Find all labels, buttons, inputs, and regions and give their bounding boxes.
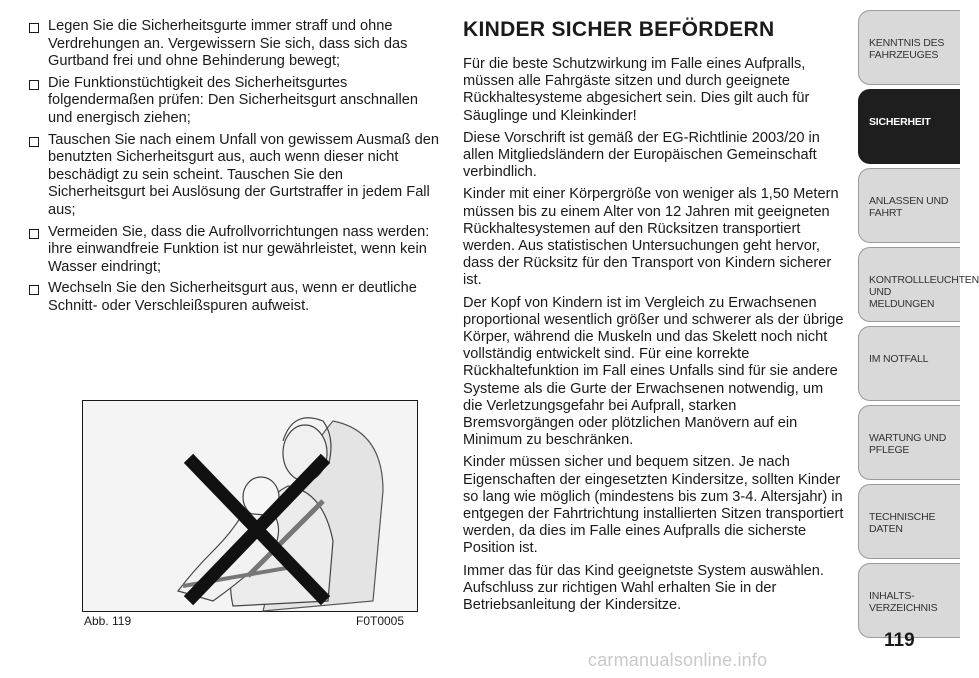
- tab-im-notfall[interactable]: IM NOTFALL: [858, 326, 960, 401]
- tab-inhaltsverzeichnis[interactable]: INHALTS- VERZEICHNIS: [858, 563, 960, 638]
- list-item: [28, 224, 440, 277]
- paragraph: Diese Vorschrift ist gemäß der EG-Richtlinie 2003/20 in allen Mitgliedsländern der Europäischen Gemeinschaft verbindlich.: [463, 129, 820, 181]
- tab-technische-daten[interactable]: TECHNISCHE DATEN: [858, 484, 960, 559]
- tab-kenntnis-des-fahrzeuges[interactable]: KENNTNIS DES FAHRZEUGES: [858, 10, 960, 85]
- list-item-text: Legen Sie die Sicherheitsgurte immer straff und ohne Verdrehungen an. Vergewissern Sie sich, dass sich das Gurtband frei und ohne Behinderung bewegt;: [48, 18, 408, 70]
- paragraph: Für die beste Schutzwirkung im Falle eines Aufpralls, müssen alle Fahrgäste sitzen und durch geeignete Rückhaltesysteme abgesichert sein. Dies gilt auch für Säuglinge und Kleinkinder!: [463, 56, 810, 124]
- figure-code: F0T0005: [356, 614, 405, 628]
- tab-wartung-und-pflege[interactable]: WARTUNG UND PFLEGE: [858, 405, 960, 480]
- list-item-text: Wechseln Sie den Sicherheitsgurt aus, wenn er deutliche Schnitt- oder Verschleißspuren aufweist.: [48, 280, 417, 314]
- list-item-text: Die Funktionstüchtigkeit des Sicherheitsgurtes folgendermaßen prüfen: Den Sicherheitsgurt anschnallen und energisch ziehen;: [48, 74, 418, 126]
- page-number: 119: [884, 630, 915, 651]
- paragraph: Immer das für das Kind geeignetste System auswählen. Aufschluss zur richtigen Wahl erhalten Sie in der Betriebsanleitung der Kindersitze.: [463, 562, 824, 614]
- paragraph: Der Kopf von Kindern ist im Vergleich zu Erwachsenen proportional wesentlich größer und schwerer als der übrige Körper, während die Muskeln und das Skelett noch nicht vollständig entwickelt sind. Für eine korrekte Rückhaltefunktion im Fall eines Unfalls sind für sie andere Systeme als die Gurte der Erwachsenen notwendig, um die Verletzungsgefahr bei Aufprall, starken Bremsvorgängen oder plötzlichen Manövern auf ein Minimum zu beschränken.: [463, 294, 844, 449]
- checkbox-bullet-icon: [29, 137, 39, 147]
- paragraph: Kinder mit einer Körpergröße von weniger als 1,50 Metern müssen bis zu einem Alter von 12 Jahren mit geeigneten Rückhaltesystemen auf den Rücksitzen transportiert werden. Aus statistischen Untersuchungen geht hervor, dass der Rücksitz für den Transport von Kindern sicherer ist.: [463, 186, 839, 289]
- chapter-tabs: [858, 10, 979, 642]
- list-item: [28, 75, 440, 128]
- checkbox-bullet-icon: [29, 23, 39, 33]
- section-title: KINDER SICHER BEFÖRDERN: [463, 18, 775, 41]
- paragraph: Kinder müssen sicher und bequem sitzen. Je nach Eigenschaften der eingesetzten Kindersitze, sollten Kinder so lang wie möglich (mindestens bis zum 3-4. Altersjahr) in entgegen der Fahrtrichtung installierten Sitzen transportiert werden, da dies im Falle eines Aufpralls die sicherste Position ist.: [463, 454, 844, 557]
- figure-child-on-lap-prohibited: [82, 400, 418, 612]
- checkbox-bullet-icon: [29, 285, 39, 295]
- figure-label: Abb. 119: [84, 614, 132, 628]
- checkbox-bullet-icon: [29, 229, 39, 239]
- list-item: [28, 132, 440, 220]
- list-item: [28, 280, 440, 315]
- list-item-text: Vermeiden Sie, dass die Aufrollvorrichtungen nass werden: ihre einwandfreie Funktion ist nur gewährleistet, wenn kein Wasser eindringt;: [48, 223, 430, 275]
- tab-kontrollleuchten-und-meldungen[interactable]: KONTROLLLEUCHTEN UND MELDUNGEN: [858, 247, 960, 322]
- seatbelt-instructions-list: [28, 18, 440, 316]
- list-item: [28, 18, 440, 71]
- checkbox-bullet-icon: [29, 80, 39, 90]
- watermark: carmanualsonline.info: [588, 650, 768, 670]
- left-column: [28, 18, 440, 320]
- child-on-lap-illustration: [83, 401, 417, 611]
- tab-anlassen-und-fahrt[interactable]: ANLASSEN UND FAHRT: [858, 168, 960, 243]
- list-item-text: Tauschen Sie nach einem Unfall von gewissem Ausmaß den benutzten Sicherheitsgurt aus, auch wenn dieser nicht beschädigt zu sein scheint. Tauschen Sie den Sicherheitsgurt bei Auslösung der Gurtstraffer in jedem Fall aus;: [48, 131, 439, 218]
- tab-sicherheit[interactable]: SICHERHEIT: [858, 89, 960, 164]
- right-column: [463, 18, 845, 619]
